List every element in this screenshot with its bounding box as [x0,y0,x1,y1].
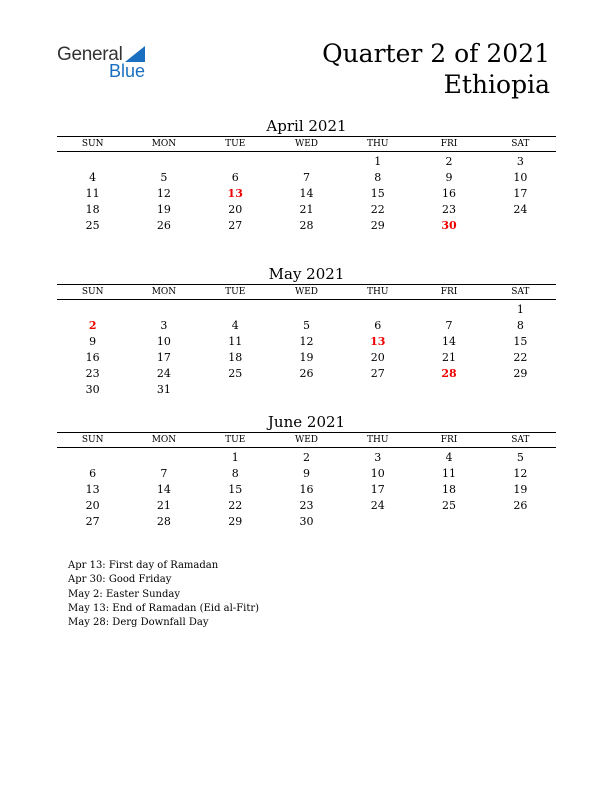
weekday-label: MON [151,139,177,149]
day-cell: 20 [85,499,100,512]
week-row [57,514,556,530]
day-cell: 16 [85,351,100,364]
day-cell: 16 [299,483,314,496]
day-cell: 26 [299,367,314,380]
week-row [57,498,556,514]
week-row [57,382,556,398]
day-cell: 23 [85,367,100,380]
day-cell [413,302,484,318]
day-cell: 9 [445,171,453,184]
day-cell: 19 [299,351,314,364]
day-cell: 17 [370,483,385,496]
day-cell: 2 [302,451,310,464]
day-cell: 29 [513,367,528,380]
day-cell: 14 [442,335,457,348]
day-cell: 24 [513,203,528,216]
month-april [57,116,556,234]
day-cell: 28 [156,515,171,528]
day-cell: 31 [156,383,171,396]
weekday-label: SUN [81,287,104,297]
weekday-label: WED [294,287,318,297]
day-cell [57,154,128,170]
weekday-label: FRI [440,435,458,445]
day-cell: 22 [228,499,243,512]
day-cell: 9 [302,467,310,480]
weekday-label: TUE [225,139,246,149]
day-cell [57,302,128,318]
day-cell: 25 [85,219,100,232]
title-country: Ethiopia [443,70,550,99]
day-cell [57,450,128,466]
day-cell: 4 [445,451,453,464]
day-cell: 1 [516,303,524,316]
day-cell: 9 [89,335,97,348]
day-cell: 29 [370,219,385,232]
day-cell: 27 [85,515,100,528]
day-cell: 6 [89,467,97,480]
weekday-label: WED [294,435,318,445]
day-cell: 2 [88,319,97,332]
week-row [57,170,556,186]
day-cell: 7 [302,171,310,184]
day-cell: 14 [299,187,314,200]
day-cell: 13 [85,483,100,496]
day-cell: 23 [299,499,314,512]
day-cell [128,302,199,318]
week-row [57,334,556,350]
holiday-notes [68,559,259,630]
day-cell: 21 [299,203,314,216]
day-cell: 15 [513,335,528,348]
weekday-label: WED [294,139,318,149]
weekday-label: MON [151,287,177,297]
day-cell: 26 [156,219,171,232]
day-cell [128,154,199,170]
month-title: May 2021 [268,265,345,283]
month-title: April 2021 [266,117,347,135]
day-cell: 1 [374,155,382,168]
day-cell: 18 [85,203,100,216]
day-cell: 26 [513,499,528,512]
day-cell: 19 [513,483,528,496]
day-cell [271,302,342,318]
day-cell: 29 [228,515,243,528]
weekday-label: FRI [440,139,458,149]
page-title [322,38,550,100]
day-cell: 23 [442,203,457,216]
day-cell: 10 [156,335,171,348]
holiday-note: Apr 13: First day of Ramadan [68,560,219,571]
day-cell [200,154,271,170]
day-cell: 12 [299,335,314,348]
day-cell [200,382,271,398]
day-cell [342,382,413,398]
day-cell: 10 [370,467,385,480]
day-cell: 30 [441,219,457,232]
day-cell: 24 [156,367,171,380]
day-cell: 13 [227,187,243,200]
weekday-label: TUE [225,435,246,445]
day-cell: 8 [231,467,239,480]
day-cell: 13 [370,335,386,348]
day-cell: 22 [513,351,528,364]
week-row [57,450,556,466]
week-row [57,350,556,366]
day-cell: 7 [160,467,168,480]
day-cell: 27 [228,219,243,232]
week-row [57,302,556,318]
holiday-note: Apr 30: Good Friday [68,574,172,586]
day-cell [128,450,199,466]
day-cell: 28 [299,219,314,232]
month-may [57,264,556,398]
day-cell: 12 [513,467,528,480]
day-cell: 5 [516,451,524,464]
weekday-label: FRI [440,287,458,297]
day-cell [271,382,342,398]
day-cell: 22 [370,203,385,216]
day-cell: 5 [160,171,168,184]
day-cell: 14 [156,483,171,496]
day-cell: 3 [374,451,382,464]
logo-triangle-icon [125,46,145,62]
day-cell: 18 [442,483,457,496]
day-cell: 20 [370,351,385,364]
logo-text-blue: Blue [109,61,146,81]
day-cell: 19 [156,203,171,216]
day-cell: 3 [516,155,524,168]
day-cell: 5 [302,319,310,332]
month-title: June 2021 [267,413,346,431]
week-row [57,218,556,234]
weekday-header [57,136,556,152]
day-cell: 20 [228,203,243,216]
logo-text-general: General [57,44,123,65]
day-cell: 24 [370,499,385,512]
day-cell: 11 [442,467,457,480]
day-cell: 6 [374,319,382,332]
week-row [57,482,556,498]
day-cell [485,514,556,530]
month-june [57,412,556,530]
day-cell: 27 [370,367,385,380]
week-row [57,202,556,218]
day-cell: 15 [228,483,243,496]
day-cell: 3 [160,319,168,332]
day-cell [413,514,484,530]
day-cell: 6 [231,171,239,184]
week-row [57,186,556,202]
day-cell: 25 [442,499,457,512]
day-cell: 4 [231,319,239,332]
title-quarter: Quarter 2 of 2021 [322,39,550,68]
day-cell [342,514,413,530]
day-cell: 25 [228,367,243,380]
weekday-label: SUN [81,139,104,149]
logo [57,44,167,84]
day-cell [342,302,413,318]
day-cell: 10 [513,171,528,184]
day-cell [200,302,271,318]
day-cell: 7 [445,319,453,332]
day-cell: 8 [516,319,524,332]
week-row [57,466,556,482]
weekday-label: SAT [511,435,530,445]
day-cell: 16 [442,187,457,200]
weekday-label: TUE [225,287,246,297]
weekday-label: THU [367,435,389,445]
day-cell: 21 [156,499,171,512]
day-cell: 1 [231,451,239,464]
day-cell: 17 [513,187,528,200]
weekday-label: THU [367,139,389,149]
weekday-label: SUN [81,435,104,445]
day-cell: 28 [441,367,457,380]
weekday-header [57,284,556,300]
weekday-label: MON [151,435,177,445]
holiday-note: May 28: Derg Downfall Day [68,617,209,629]
day-cell: 11 [85,187,100,200]
weekday-label: SAT [511,139,530,149]
day-cell: 12 [156,187,171,200]
day-cell [485,218,556,234]
day-cell [413,382,484,398]
day-cell: 21 [442,351,457,364]
day-cell [485,382,556,398]
week-row [57,366,556,382]
day-cell: 8 [374,171,382,184]
day-cell: 15 [370,187,385,200]
weekday-label: SAT [511,287,530,297]
day-cell: 4 [89,171,97,184]
week-row [57,154,556,170]
day-cell: 18 [228,351,243,364]
holiday-note: May 2: Easter Sunday [68,588,180,600]
holiday-note: May 13: End of Ramadan (Eid al-Fitr) [68,602,260,614]
day-cell: 30 [85,383,100,396]
day-cell [271,154,342,170]
weekday-label: THU [367,287,389,297]
week-row [57,318,556,334]
day-cell: 11 [228,335,243,348]
day-cell: 30 [299,515,314,528]
weekday-header [57,432,556,448]
day-cell: 17 [156,351,171,364]
day-cell: 2 [445,155,453,168]
